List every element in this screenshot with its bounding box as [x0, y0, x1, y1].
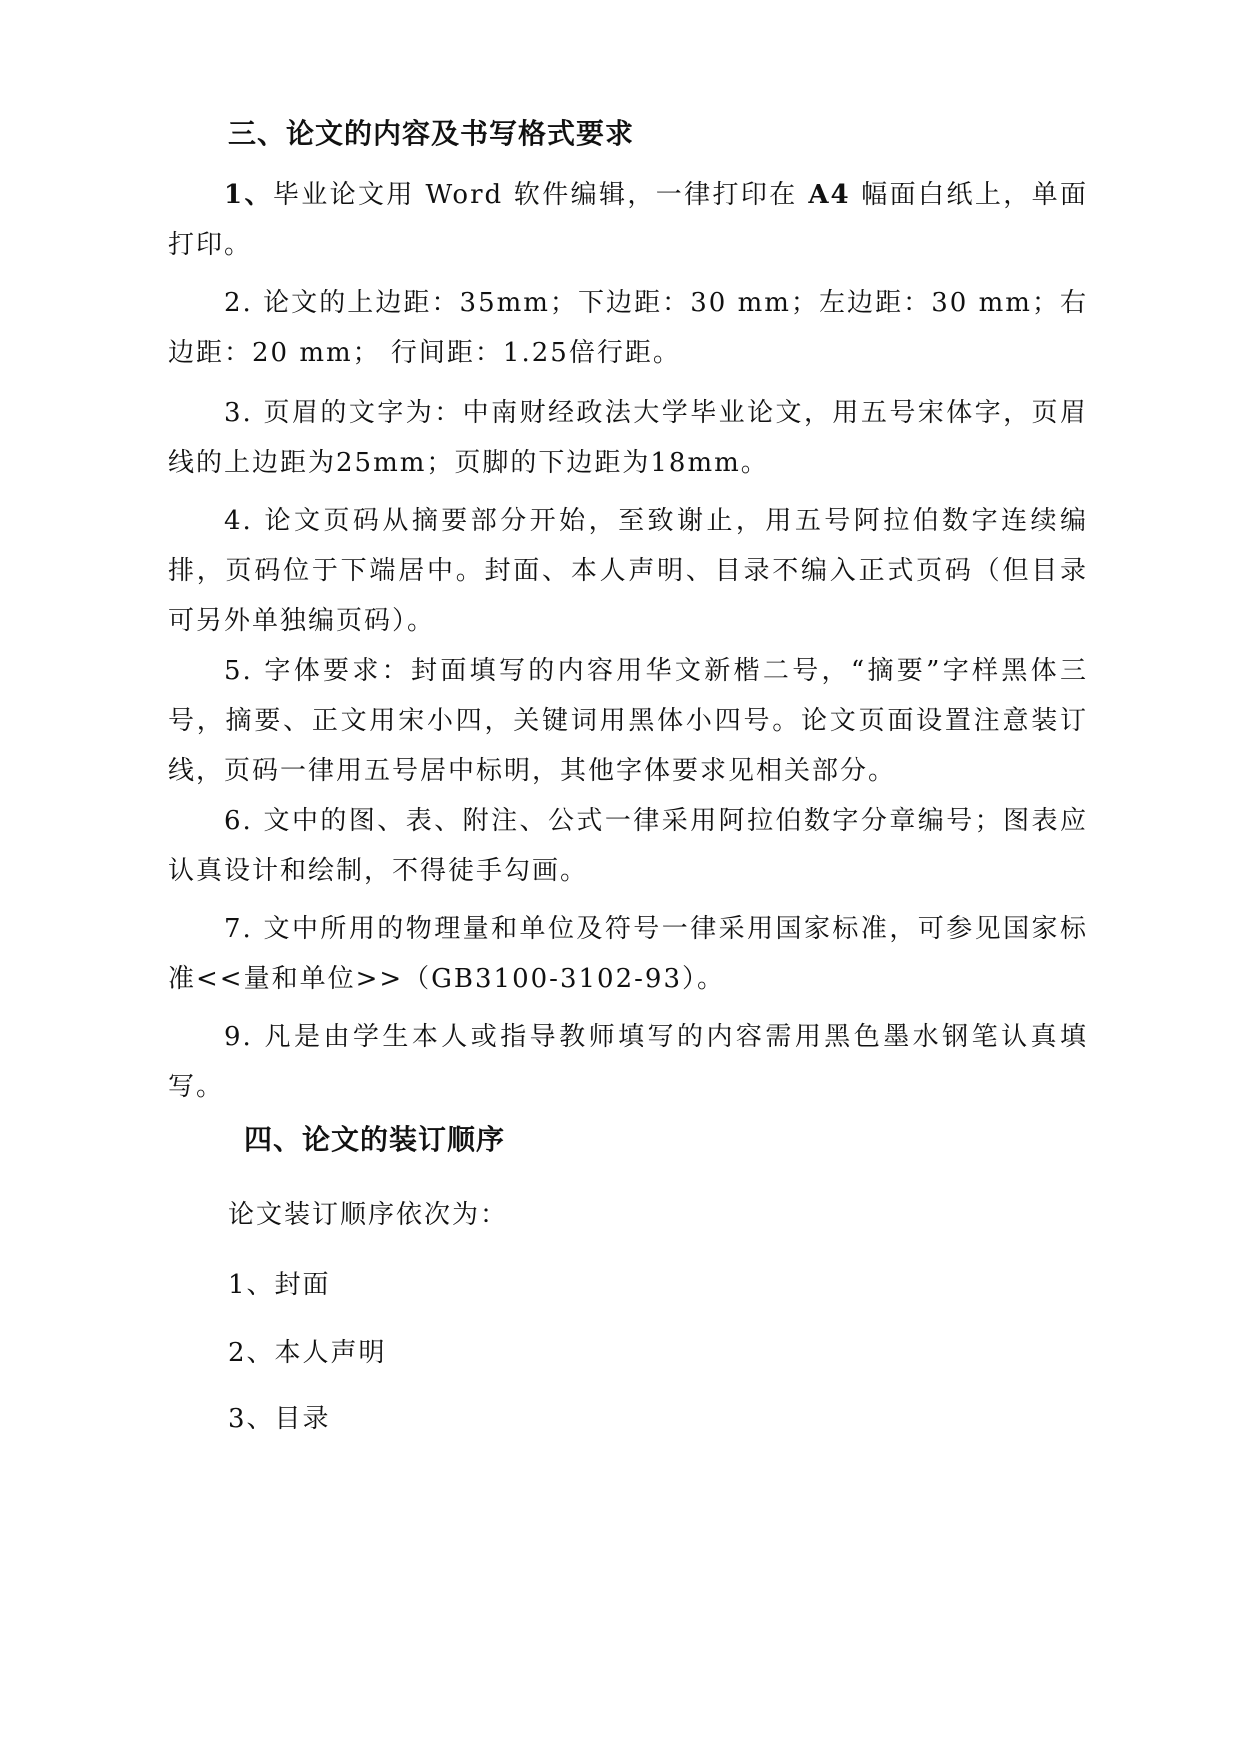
section-3-heading: 三、论文的内容及书写格式要求 — [228, 117, 635, 150]
paragraph-1 — [168, 170, 1088, 270]
binding-order-item-1: 1、封面 — [228, 1270, 331, 1300]
paragraph-1-paper-size: A4 — [808, 180, 851, 210]
binding-order-item-3: 3、目录 — [228, 1404, 331, 1434]
paragraph-1-number: 1、 — [224, 180, 273, 210]
paragraph-3: 3. 页眉的文字为：中南财经政法大学毕业论文，用五号宋体字，页眉线的上边距为25mm；页脚的下边距为18mm。 — [168, 398, 1088, 478]
paragraph-9: 9. 凡是由学生本人或指导教师填写的内容需用黑色墨水钢笔认真填写。 — [168, 1022, 1088, 1102]
paragraph-4: 4. 论文页码从摘要部分开始，至致谢止，用五号阿拉伯数字连续编排，页码位于下端居中。封面、本人声明、目录不编入正式页码（但目录可另外单独编页码）。 — [168, 506, 1088, 636]
paragraph-7: 7. 文中所用的物理量和单位及符号一律采用国家标准，可参见国家标准<<量和单位>>（GB3100-3102-93）。 — [168, 914, 1088, 994]
binding-order-item-2: 2、本人声明 — [228, 1338, 387, 1368]
paragraph-1-text-b: 幅面白纸上，单面打印。 — [168, 180, 1089, 260]
paragraph-5: 5. 字体要求：封面填写的内容用华文新楷二号，“摘要”字样黑体三号，摘要、正文用宋小四，关键词用黑体小四号。论文页面设置注意装订线，页码一律用五号居中标明，其他字体要求见相关部分。 — [168, 656, 1088, 786]
binding-order-intro: 论文装订顺序依次为： — [228, 1200, 509, 1230]
paragraph-6: 6. 文中的图、表、附注、公式一律采用阿拉伯数字分章编号；图表应认真设计和绘制，不得徒手勾画。 — [168, 806, 1088, 886]
paragraph-2: 2. 论文的上边距：35mm；下边距：30 mm；左边距：30 mm；右边距：20 mm； 行间距：1.25倍行距。 — [168, 288, 1088, 368]
section-4-heading: 四、论文的装订顺序 — [244, 1123, 506, 1156]
paragraph-1-text-a: 毕业论文用 Word 软件编辑，一律打印在 — [272, 180, 809, 210]
